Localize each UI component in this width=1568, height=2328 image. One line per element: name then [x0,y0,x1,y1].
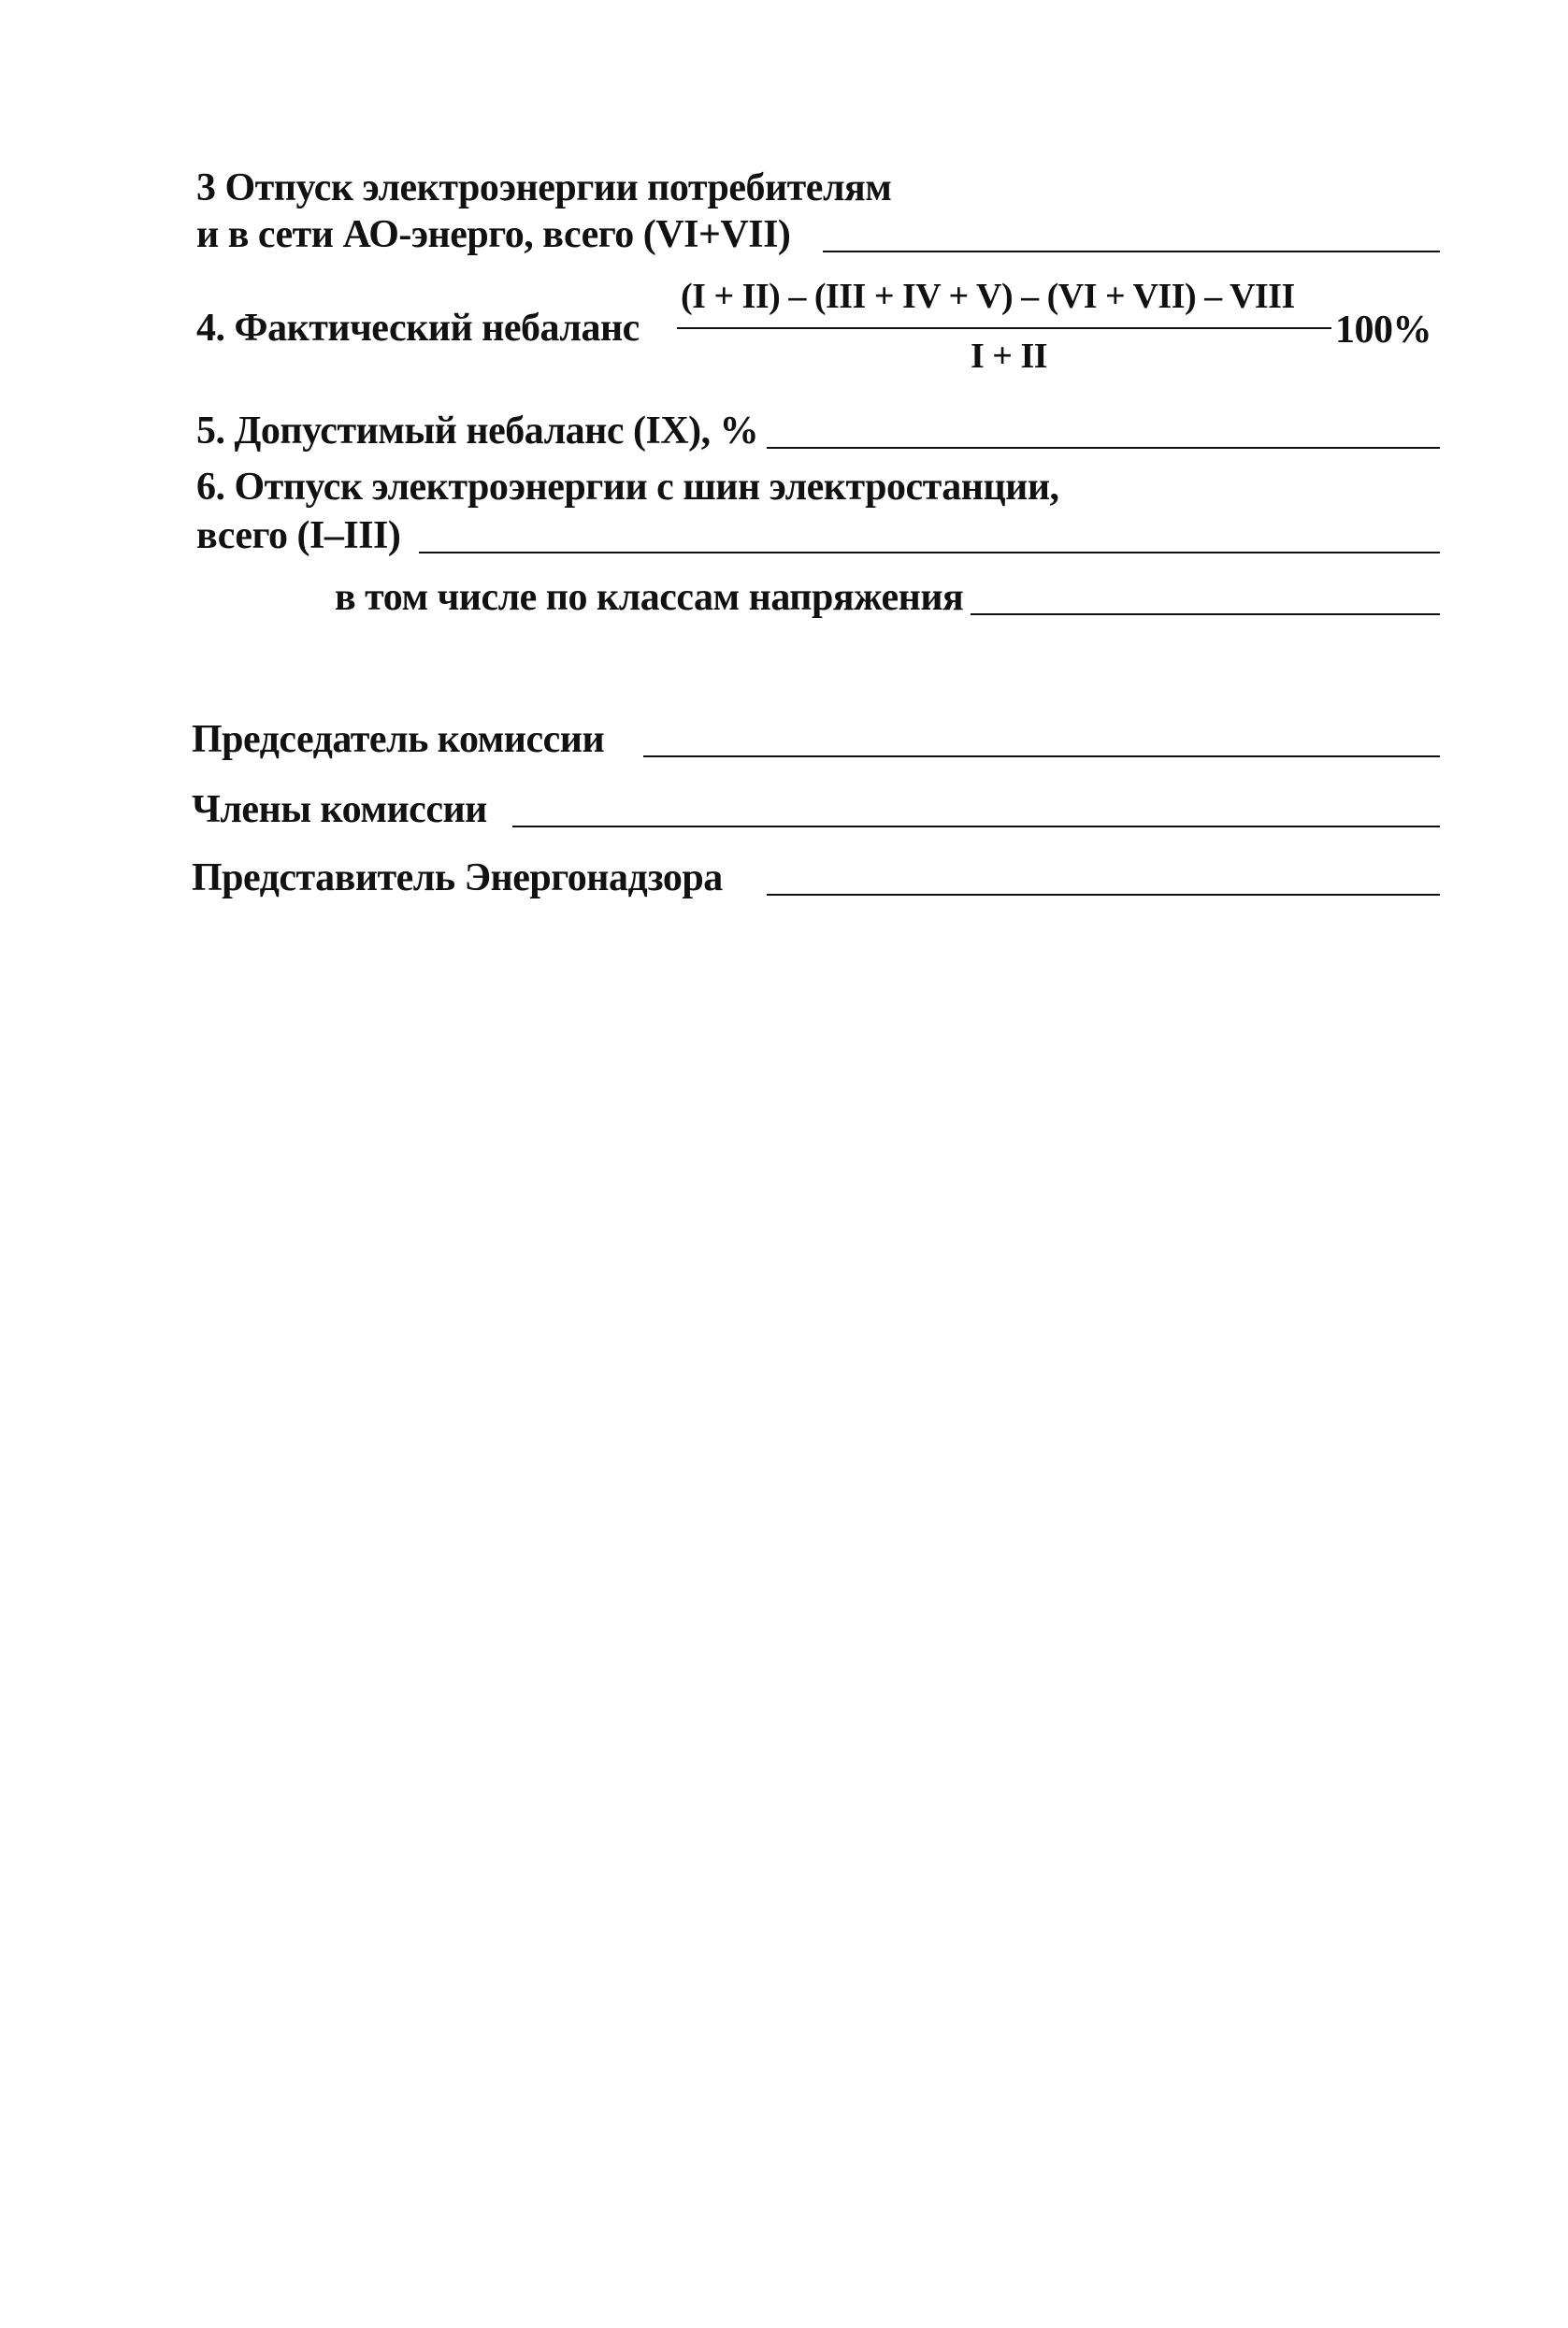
representative-label: Представитель Энергонадзора [192,856,723,899]
representative-signature-line [767,894,1440,896]
item4-numerator: (I + II) – (III + IV + V) – (VI + VII) – VIII [681,277,1295,316]
item6-sub-fill-line [971,613,1440,615]
item6-fill-line [419,552,1440,553]
item4-fraction-bar [677,327,1331,329]
item5-fill-line [767,447,1440,449]
item6-line2: всего (I–III) [196,514,401,557]
chairman-signature-line [643,755,1440,757]
item6-sub: в том числе по классам напряжения [335,576,964,619]
item3-line1: 3 Отпуск электроэнергии потребителям [196,166,892,209]
item3-line2: и в сети АО-энерго, всего (VI+VII) [196,213,791,256]
item6-line1: 6. Отпуск электроэнергии с шин электростанции, [196,466,1059,509]
members-label: Члены комиссии [192,788,487,831]
chairman-label: Председатель комиссии [192,718,605,761]
item4-denominator: I + II [971,337,1048,376]
item4-label: 4. Фактический небаланс [196,307,640,350]
members-signature-line [512,826,1440,827]
item3-fill-line [823,251,1440,252]
item4-multiplier: 100% [1335,309,1431,352]
item5-label: 5. Допустимый небаланс (IX), % [196,410,759,453]
